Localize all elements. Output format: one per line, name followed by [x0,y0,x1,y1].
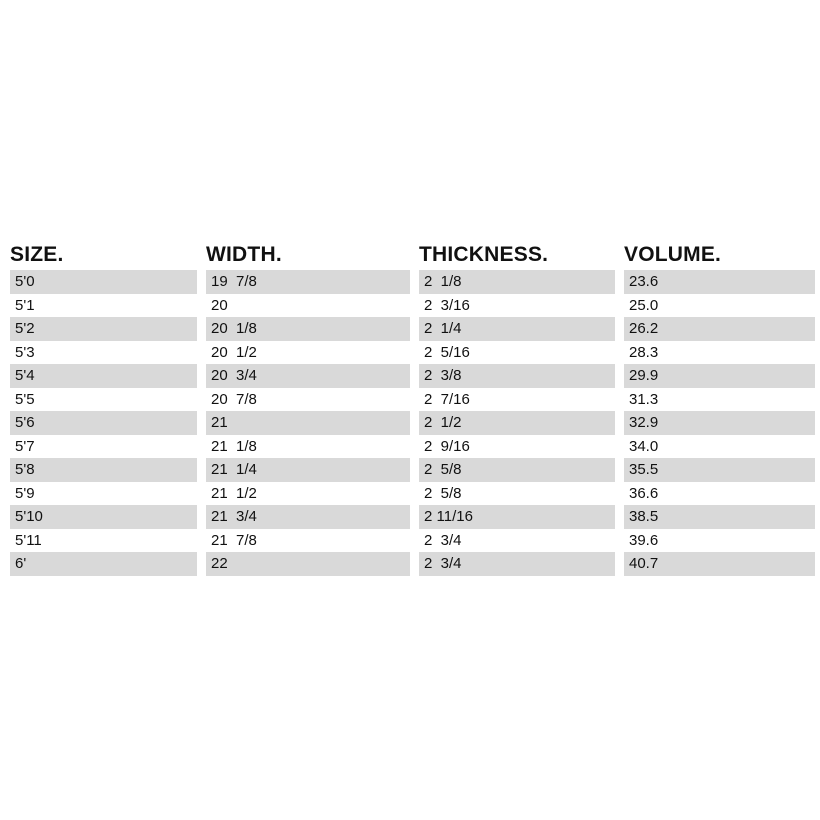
header-size: SIZE. [10,243,64,266]
cell-thickness: 2 3/8 [419,364,615,388]
cell-size: 5'2 [10,317,197,341]
cell-volume: 35.5 [624,458,815,482]
table-row [10,529,815,553]
cell-width: 20 1/8 [206,317,410,341]
cell-size: 5'0 [10,270,197,294]
cell-volume: 39.6 [629,531,659,549]
cell-size: 5'11 [15,531,42,549]
cell-size: 5'10 [10,505,197,529]
cell-thickness: 2 5/16 [424,343,470,361]
header-thickness: THICKNESS. [419,243,549,266]
cell-width: 21 [206,411,410,435]
table-row [10,435,815,459]
cell-width: 22 [206,552,410,576]
cell-width: 21 1/8 [211,437,257,455]
cell-width: 21 3/4 [206,505,410,529]
cell-thickness: 2 3/16 [424,296,470,314]
header-volume: VOLUME. [624,243,722,266]
cell-width: 21 1/2 [211,484,257,502]
cell-thickness: 2 11/16 [419,505,615,529]
cell-volume: 28.3 [629,343,659,361]
table-row [10,270,815,294]
cell-volume: 25.0 [629,296,659,314]
cell-thickness: 2 9/16 [424,437,470,455]
cell-size: 5'3 [15,343,35,361]
cell-size: 5'1 [15,296,35,314]
cell-volume: 40.7 [624,552,815,576]
cell-volume: 26.2 [624,317,815,341]
cell-thickness: 2 3/4 [424,531,462,549]
cell-size: 5'5 [15,390,35,408]
table-row [10,458,815,482]
cell-size: 5'9 [15,484,35,502]
cell-width: 19 7/8 [206,270,410,294]
table-row [10,388,815,412]
table-row [10,552,815,576]
cell-thickness: 2 1/4 [419,317,615,341]
cell-width: 20 1/2 [211,343,257,361]
cell-size: 5'4 [10,364,197,388]
cell-size: 5'7 [15,437,35,455]
cell-width: 21 1/4 [206,458,410,482]
cell-width: 20 7/8 [211,390,257,408]
header-width: WIDTH. [206,243,282,266]
cell-width: 20 3/4 [206,364,410,388]
table-row [10,482,815,506]
cell-thickness: 2 1/2 [419,411,615,435]
cell-size: 5'6 [10,411,197,435]
cell-volume: 29.9 [624,364,815,388]
cell-width: 20 [211,296,228,314]
cell-thickness: 2 5/8 [419,458,615,482]
table-row [10,317,815,341]
cell-volume: 31.3 [629,390,659,408]
cell-size: 6' [10,552,197,576]
table-row [10,294,815,318]
cell-thickness: 2 5/8 [424,484,462,502]
table-header-row [10,236,815,268]
table-row [10,341,815,365]
cell-size: 5'8 [10,458,197,482]
cell-thickness: 2 3/4 [419,552,615,576]
table-row [10,411,815,435]
table-body [10,270,815,576]
cell-thickness: 2 7/16 [424,390,470,408]
table-row [10,505,815,529]
cell-volume: 38.5 [624,505,815,529]
cell-volume: 36.6 [629,484,659,502]
cell-volume: 32.9 [624,411,815,435]
cell-volume: 23.6 [624,270,815,294]
cell-width: 21 7/8 [211,531,257,549]
table-row [10,364,815,388]
size-chart-table [10,236,815,576]
cell-volume: 34.0 [629,437,659,455]
cell-thickness: 2 1/8 [419,270,615,294]
